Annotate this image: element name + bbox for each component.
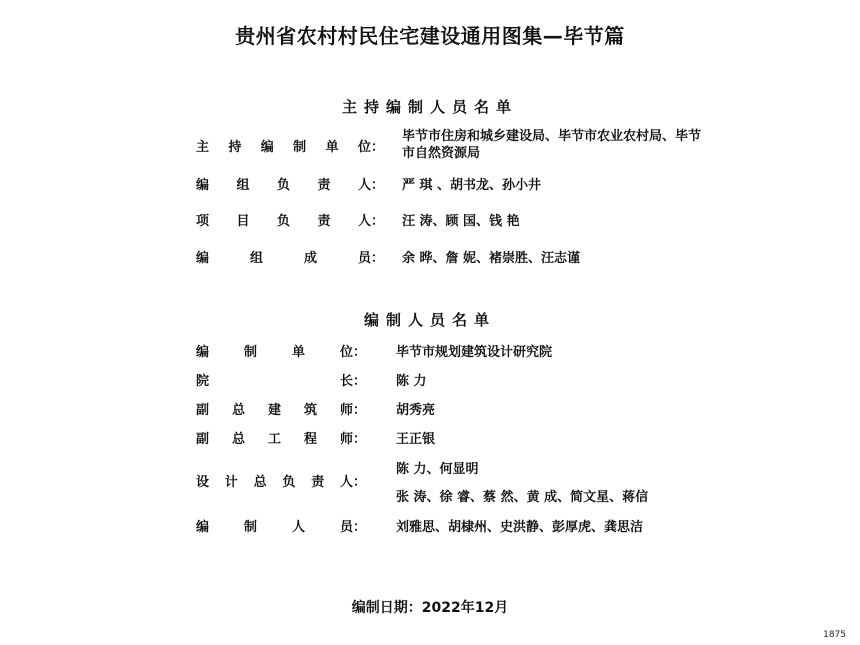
row-label: 院 长：: [196, 374, 366, 389]
row-value: 王正银: [396, 432, 436, 447]
row-value: 余 晔、詹 妮、褚崇胜、汪志谨: [402, 251, 581, 266]
row-label: 项 目 负 责 人：: [196, 214, 384, 229]
row-label: 副 总 工 程 师：: [196, 432, 366, 447]
row-value: 毕节市规划建筑设计研究院: [396, 345, 553, 360]
row-value: 严 琪 、胡书龙、孙小井: [402, 178, 542, 193]
section-heading-chief-editors: 主持编制人员名单: [341, 98, 518, 116]
row-label: 编 组 负 责 人：: [196, 178, 384, 193]
page-title: 贵州省农村村民住宅建设通用图集—毕节篇: [235, 24, 625, 48]
row-value: 胡秀亮: [396, 403, 436, 418]
row-value: 陈 力、何显明: [396, 462, 479, 477]
row-value-second-line: 张 涛、徐 睿、蔡 然、黄 成、简文星、蒋信: [396, 490, 649, 505]
row-label: 编 组 成 员：: [196, 251, 384, 266]
row-value: 毕节市住房和城乡建设局、毕节市农业农村局、毕节市自然资源局: [402, 129, 702, 161]
row-label: 编 制 单 位：: [196, 345, 366, 360]
section-heading-editors: 编制人员名单: [363, 311, 496, 329]
row-label: 设 计 总 负 责 人：: [196, 475, 366, 490]
compile-date: 编制日期：2022年12月: [351, 600, 509, 616]
page-number: 1875: [823, 630, 846, 640]
row-label: 副 总 建 筑 师：: [196, 403, 366, 418]
row-label: 主 持 编 制 单 位：: [196, 140, 384, 155]
row-value: 刘雅思、胡棣州、史洪静、彭厚虎、龚思洁: [396, 520, 644, 535]
row-label: 编 制 人 员：: [196, 520, 366, 535]
row-value: 汪 涛、顾 国、钱 艳: [402, 214, 520, 229]
row-value: 陈 力: [396, 374, 427, 389]
